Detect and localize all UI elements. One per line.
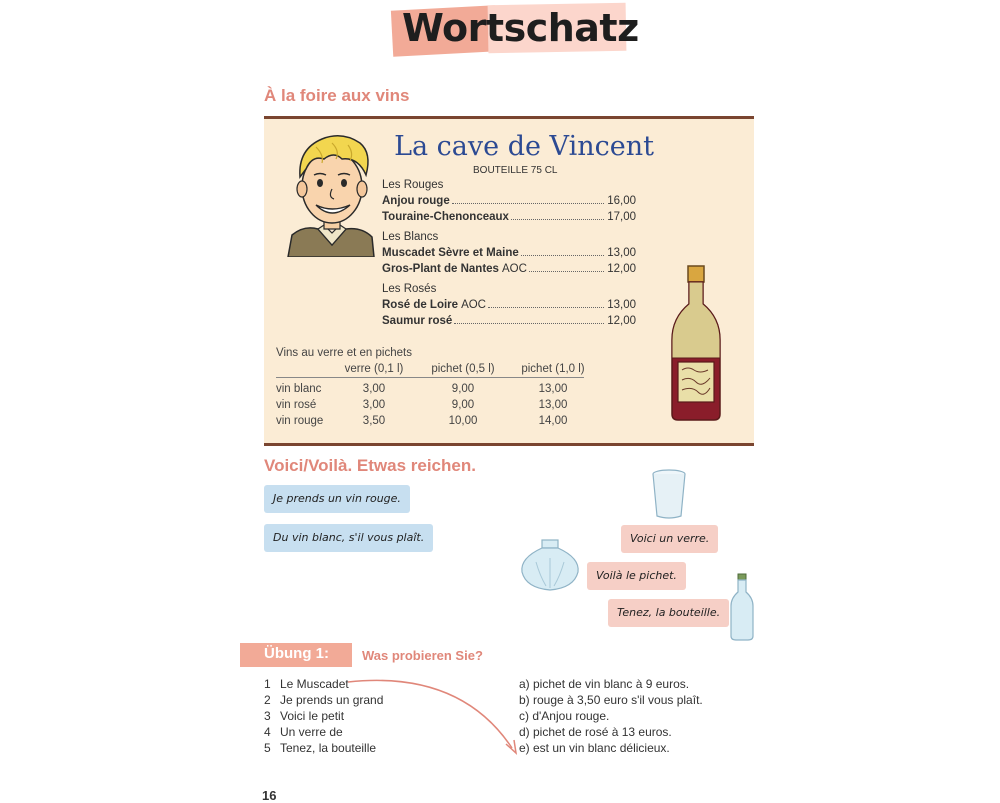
table-cell: 3,00 [362, 399, 386, 411]
wine-list-item [382, 299, 636, 311]
item-text: Un verre de [280, 725, 343, 739]
wine-bottle-illustration [666, 264, 726, 424]
wine-list-item [382, 263, 636, 275]
item-text: Tenez, la bouteille [280, 741, 377, 755]
table-cell: 13,00 [538, 383, 568, 395]
leader-dots [488, 307, 604, 308]
wine-list-item [382, 195, 636, 207]
bottle-illustration [728, 572, 756, 642]
table-divider [276, 377, 584, 378]
speech-bubble-customer: Du vin blanc, s'il vous plaît. [264, 524, 433, 552]
page-title: Wortschatz [402, 6, 639, 50]
exercise-right-item: d) pichet de rosé à 13 euros. [519, 725, 672, 739]
wine-name: Anjou rouge [382, 195, 450, 207]
item-number: 2 [264, 693, 271, 707]
pitcher-illustration [518, 538, 582, 592]
section-heading-wine-fair: À la foire aux vins [264, 86, 410, 105]
wine-price: 12,00 [607, 315, 636, 327]
table-header-cell: pichet (1,0 l) [521, 363, 585, 375]
table-cell: 9,00 [451, 383, 475, 395]
wine-price: 13,00 [607, 247, 636, 259]
wine-name: Rosé de Loire [382, 299, 459, 311]
table-cell: vin rouge [276, 415, 324, 427]
table-cell: 13,00 [538, 399, 568, 411]
wine-price: 12,00 [607, 263, 636, 275]
exercise-tab [240, 643, 352, 667]
exercise-left-item [264, 677, 349, 691]
item-number: 3 [264, 709, 271, 723]
leader-dots [452, 203, 604, 204]
table-header-cell: verre (0,1 l) [344, 363, 404, 375]
table-cell: 10,00 [448, 415, 478, 427]
exercise-right-item: e) est un vin blanc délicieux. [519, 741, 670, 755]
wine-price: 13,00 [607, 299, 636, 311]
wine-list-card [264, 116, 754, 446]
exercise-right-item: c) d'Anjou rouge. [519, 709, 610, 723]
table-cell: 3,00 [362, 383, 386, 395]
item-number: 5 [264, 741, 271, 755]
example-arrow [340, 674, 530, 760]
item-text: Je prends un grand [280, 693, 384, 707]
wine-section-heading: Les Rosés [382, 283, 437, 295]
speech-bubble-server: Voici un verre. [621, 525, 718, 553]
item-text: Le Muscadet [280, 677, 349, 691]
page-number: 16 [262, 788, 277, 803]
leader-dots [511, 219, 604, 220]
leader-dots [521, 255, 604, 256]
item-number: 1 [264, 677, 271, 691]
wine-section-heading: Les Rouges [382, 179, 444, 191]
exercise-left-item [264, 709, 344, 723]
section-heading-voici-voila: Voici/Voilà. Etwas reichen. [264, 456, 476, 475]
exercise-right-item: a) pichet de vin blanc à 9 euros. [519, 677, 690, 691]
wine-suffix: AOC [461, 299, 486, 311]
wine-price: 16,00 [607, 195, 636, 207]
speech-bubble-server: Voilà le pichet. [587, 562, 686, 590]
wine-price: 17,00 [607, 211, 636, 223]
item-number: 4 [264, 725, 271, 739]
exercise-right-item: b) rouge à 3,50 euro s'il vous plaît. [519, 693, 703, 707]
exercise-left-item [264, 725, 343, 739]
wine-name: Touraine-Chenonceaux [382, 211, 509, 223]
wine-section-heading: Les Blancs [382, 231, 439, 243]
item-text: Voici le petit [280, 709, 345, 723]
table-cell: vin rosé [276, 399, 317, 411]
wine-list-item [382, 315, 636, 327]
glass-illustration [650, 468, 688, 520]
table-cell: 14,00 [538, 415, 568, 427]
wine-list-item [382, 211, 636, 223]
wine-name: Muscadet Sèvre et Maine [382, 247, 519, 259]
wine-list-item [382, 247, 636, 259]
table-cell: vin blanc [276, 383, 322, 395]
table-cell: 9,00 [451, 399, 475, 411]
wine-name: Gros-Plant de Nantes [382, 263, 499, 275]
wine-name: Saumur rosé [382, 315, 453, 327]
leader-dots [529, 271, 604, 272]
table-header-cell: pichet (0,5 l) [431, 363, 495, 375]
wine-list-title: La cave de Vincent [394, 131, 654, 162]
speech-bubble-customer: Je prends un vin rouge. [264, 485, 410, 513]
title-banner [392, 2, 639, 56]
exercise-prompt: Was probieren Sie? [362, 648, 483, 663]
leader-dots [454, 323, 604, 324]
table-cell: 3,50 [362, 415, 386, 427]
wine-suffix: AOC [501, 263, 527, 275]
exercise-label: Übung 1: [264, 645, 329, 662]
glass-table-caption: Vins au verre et en pichets [276, 347, 412, 359]
wine-list-subtitle: BOUTEILLE 75 CL [473, 165, 558, 176]
speech-bubble-server: Tenez, la bouteille. [608, 599, 729, 627]
